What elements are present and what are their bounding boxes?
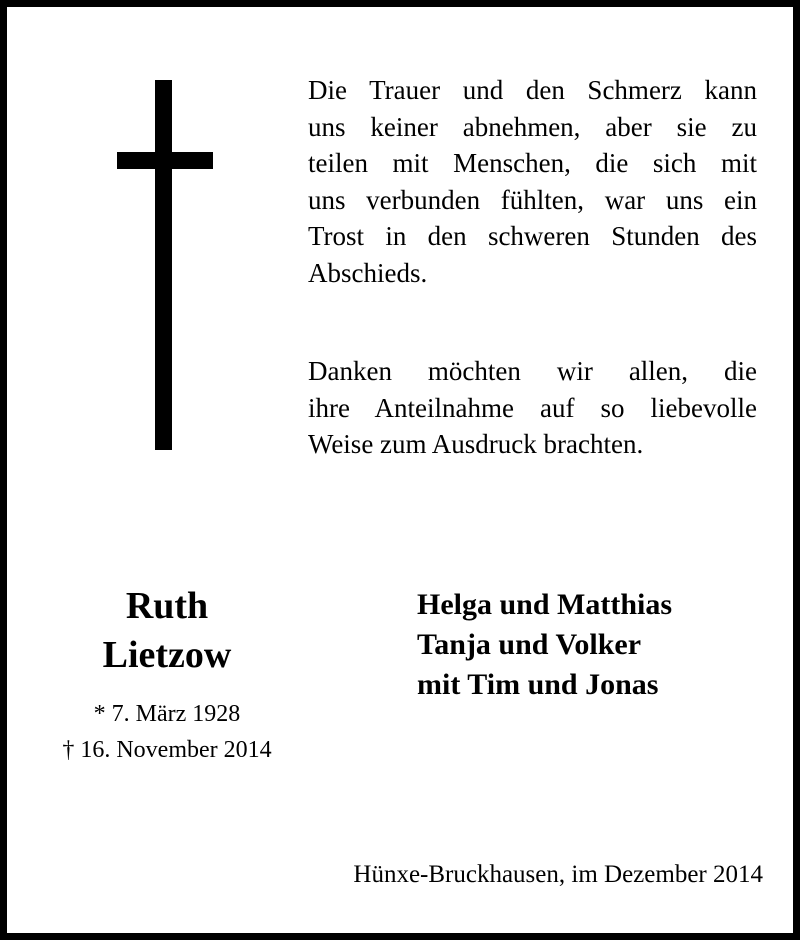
family-line: Helga und Matthias (417, 588, 673, 621)
paragraph-line: uns verbunden fühlten, war uns ein (308, 184, 757, 215)
deceased-last-name: Lietzow (102, 634, 232, 676)
deceased-first-name: Ruth (125, 585, 209, 627)
paragraph-line: teilen mit Menschen, die sich mit (308, 148, 757, 178)
cross-horizontal-bar (117, 152, 213, 169)
paragraph-line: Danken möchten wir allen, die (308, 356, 757, 386)
thanks-paragraph-1 (308, 72, 757, 291)
family-line: mit Tim und Jonas (417, 668, 659, 701)
paragraph-line: Abschieds. (308, 257, 428, 288)
place-and-date: Hünxe-Bruckhausen, im Dezember 2014 (353, 861, 763, 888)
paragraph-line: ihre Anteilnahme auf so liebevolle (308, 392, 757, 423)
paragraph-line: Die Trauer und den Schmerz kann (308, 75, 757, 105)
paragraph-line: Weise zum Ausdruck brachten. (308, 429, 644, 459)
paragraph-line: Trost in den schweren Stunden des (308, 221, 757, 251)
family-line: Tanja und Volker (417, 628, 642, 661)
birth-date: * 7. März 1928 (93, 701, 241, 727)
paragraph-line: uns keiner abnehmen, aber sie zu (308, 111, 757, 142)
cross-vertical-bar (155, 80, 172, 450)
thanks-paragraph-2 (308, 353, 757, 463)
death-date: † 16. November 2014 (62, 737, 272, 763)
